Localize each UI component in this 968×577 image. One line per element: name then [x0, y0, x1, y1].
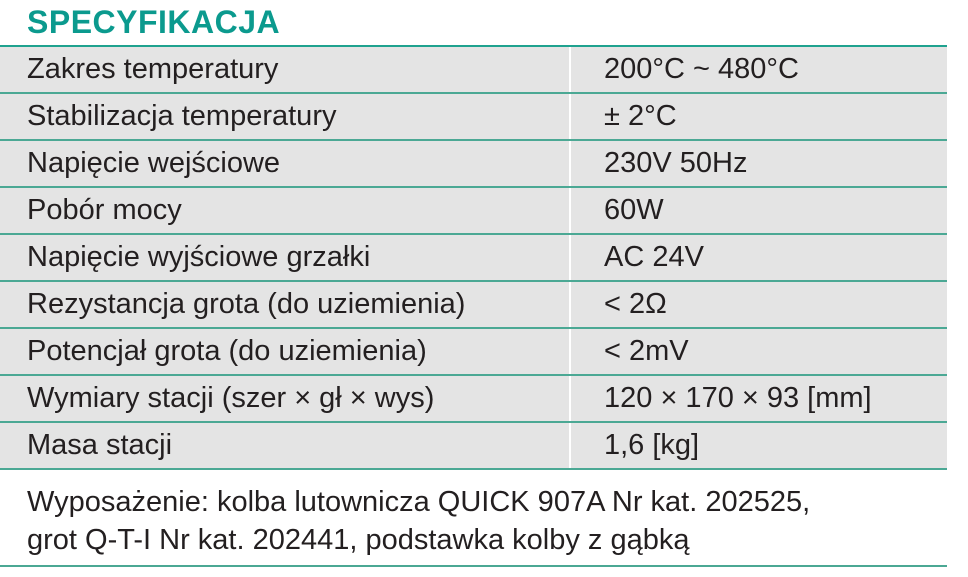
- table-row: [0, 47, 947, 93]
- spec-value: < 2Ω: [570, 281, 947, 328]
- table-row: [0, 281, 947, 328]
- table-row: [0, 234, 947, 281]
- spec-label: Potencjał grota (do uziemienia): [0, 328, 570, 375]
- equipment-note: [0, 479, 947, 567]
- spec-value: 200°C ~ 480°C: [570, 47, 947, 93]
- spec-value: AC 24V: [570, 234, 947, 281]
- spec-label: Stabilizacja temperatury: [0, 93, 570, 140]
- equipment-line-2: grot Q-T-I Nr kat. 202441, podstawka kolby z gąbką: [27, 524, 690, 556]
- spec-label: Masa stacji: [0, 422, 570, 469]
- spec-label: Pobór mocy: [0, 187, 570, 234]
- table-row: [0, 187, 947, 234]
- spec-value: 60W: [570, 187, 947, 234]
- spec-value: ± 2°C: [570, 93, 947, 140]
- spec-title: SPECYFIKACJA: [27, 4, 281, 40]
- spec-table: [0, 47, 947, 470]
- table-row: [0, 93, 947, 140]
- spec-value: 230V 50Hz: [570, 140, 947, 187]
- equipment-line-1: Wyposażenie: kolba lutownicza QUICK 907A Nr kat. 202525,: [27, 486, 811, 518]
- spec-label: Napięcie wyjściowe grzałki: [0, 234, 570, 281]
- table-row: [0, 140, 947, 187]
- spec-label: Zakres temperatury: [0, 47, 570, 93]
- table-row: [0, 328, 947, 375]
- table-row: [0, 375, 947, 422]
- spec-value: 1,6 [kg]: [570, 422, 947, 469]
- spec-label: Wymiary stacji (szer × gł × wys): [0, 375, 570, 422]
- table-row: [0, 422, 947, 469]
- spec-value: < 2mV: [570, 328, 947, 375]
- spec-label: Napięcie wejściowe: [0, 140, 570, 187]
- spec-label: Rezystancja grota (do uziemienia): [0, 281, 570, 328]
- spec-value: 120 × 170 × 93 [mm]: [570, 375, 947, 422]
